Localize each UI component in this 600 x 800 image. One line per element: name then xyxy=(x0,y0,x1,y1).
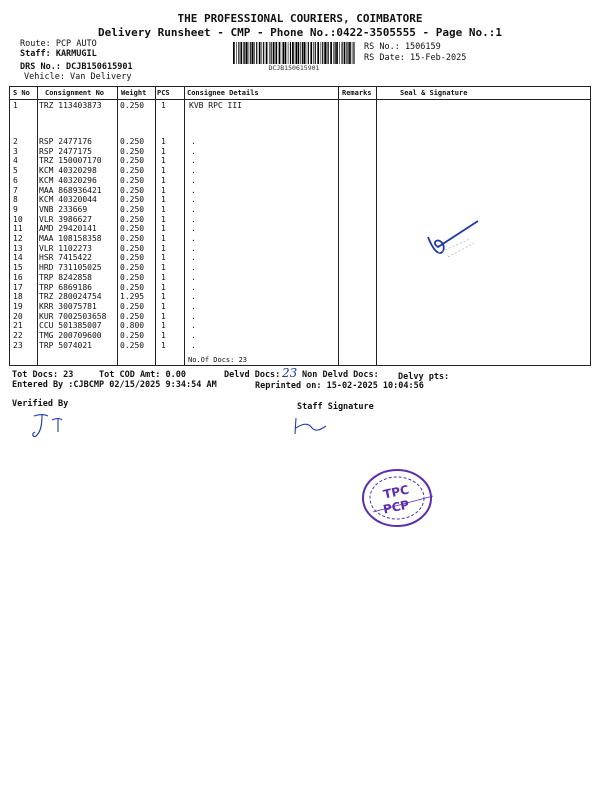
row-pcs: 1 xyxy=(161,301,166,311)
barcode-bar xyxy=(256,42,257,64)
table-row xyxy=(9,186,591,195)
row-consignment-no: TRZ 150007170 xyxy=(39,156,102,166)
vehicle-label: Vehicle: Van Delivery xyxy=(24,72,132,82)
non-delivered-docs-label: Non Delvd Docs: xyxy=(302,370,379,380)
col-header-pcs: PCS xyxy=(157,89,170,97)
barcode-bar xyxy=(240,42,242,64)
row-weight: 0.250 xyxy=(120,137,145,146)
table-row xyxy=(9,176,591,185)
barcode-bar xyxy=(296,42,297,64)
row-pcs: 1 xyxy=(161,156,166,166)
barcode-bar xyxy=(317,42,319,64)
row-consignment-no: VNB 233669 xyxy=(39,204,88,214)
staff-signature xyxy=(290,414,330,438)
barcode-bar xyxy=(321,42,322,64)
row-pcs: 1 xyxy=(161,166,166,176)
row-consignee: . xyxy=(191,292,196,302)
row-pcs: 1 xyxy=(161,204,166,214)
row-sno: 14 xyxy=(13,253,23,263)
table-row xyxy=(9,253,591,262)
barcode-bar xyxy=(236,42,237,64)
table-row xyxy=(9,137,591,146)
table-row xyxy=(9,292,591,301)
barcode-bar xyxy=(246,42,248,64)
row-pcs: 1 xyxy=(161,292,166,302)
row-pcs: 1 xyxy=(161,272,166,282)
row-sno: 9 xyxy=(13,204,18,214)
row-sno: 18 xyxy=(13,292,23,302)
row-pcs: 1 xyxy=(161,137,166,146)
barcode-bar xyxy=(276,42,277,64)
row-consignment-no: TRZ 280024754 xyxy=(39,292,102,302)
row-pcs: 1 xyxy=(161,185,166,195)
row-sno: 2 xyxy=(13,137,18,146)
table-row xyxy=(9,321,591,330)
row-consignee: . xyxy=(191,175,196,185)
barcode-bar xyxy=(342,42,343,64)
row-sno: 7 xyxy=(13,185,18,195)
row-weight: 0.250 xyxy=(120,175,145,185)
row-sno: 12 xyxy=(13,234,23,243)
barcode-bar xyxy=(250,42,251,64)
barcode-bar xyxy=(252,42,254,64)
barcode-bar xyxy=(263,42,264,64)
row-weight: 0.250 xyxy=(120,331,145,340)
row-sno: 10 xyxy=(13,214,23,224)
barcode-bar xyxy=(349,42,351,64)
barcode-bar xyxy=(266,42,268,64)
rs-number: RS No.: 1506159 xyxy=(364,42,441,52)
row-consignee: . xyxy=(191,321,196,331)
barcode-bar xyxy=(243,42,244,64)
row-pcs: 1 xyxy=(161,253,166,263)
row-sno: 20 xyxy=(13,311,23,321)
barcode-bar xyxy=(238,42,239,64)
row-consignment-no: MAA 108158358 xyxy=(39,234,102,243)
row-weight: 0.250 xyxy=(120,156,145,166)
row-weight: 0.250 xyxy=(120,195,145,205)
row-consignee: . xyxy=(191,340,196,350)
row-weight: 0.250 xyxy=(120,146,145,156)
table-row xyxy=(9,244,591,253)
verifier-signature xyxy=(28,410,78,440)
barcode-bar xyxy=(333,42,334,64)
barcode-bar xyxy=(233,42,235,64)
barcode-bar xyxy=(336,42,338,64)
row-weight: 0.250 xyxy=(120,340,145,350)
route-label: Route: PCP AUTO xyxy=(20,39,97,49)
row-consignment-no: RSP 2477176 xyxy=(39,137,92,146)
entered-by: Entered By :CJBCMP 02/15/2025 9:34:54 AM xyxy=(12,380,217,390)
barcode-bar xyxy=(271,42,272,64)
row-pcs: 1 xyxy=(161,101,166,110)
row-weight: 0.800 xyxy=(120,321,145,331)
row-consignment-no: TRP 5074021 xyxy=(39,340,92,350)
table-row xyxy=(9,312,591,321)
table-row xyxy=(9,195,591,204)
table-row xyxy=(9,302,591,311)
barcode-bar xyxy=(327,42,328,64)
row-consignee: KVB RPC III xyxy=(189,101,242,110)
row-consignee: . xyxy=(191,253,196,263)
barcode-bar xyxy=(300,42,301,64)
row-pcs: 1 xyxy=(161,195,166,205)
barcode-bar xyxy=(295,42,296,64)
barcode-bar xyxy=(275,42,276,64)
row-weight: 0.250 xyxy=(120,301,145,311)
table-row xyxy=(9,215,591,224)
row-pcs: 1 xyxy=(161,311,166,321)
row-pcs: 1 xyxy=(161,331,166,340)
row-weight: 0.250 xyxy=(120,101,145,110)
row-consignee: . xyxy=(191,146,196,156)
reprinted-on: Reprinted on: 15-02-2025 10:04:56 xyxy=(255,381,424,391)
barcode-bar xyxy=(273,42,275,64)
barcode-bar xyxy=(292,42,294,64)
barcode-bar xyxy=(269,42,270,64)
row-consignee: . xyxy=(191,301,196,311)
row-sno: 8 xyxy=(13,195,18,205)
row-consignment-no: KCM 40320044 xyxy=(39,195,97,205)
barcode-bar xyxy=(328,42,329,64)
row-consignment-no: KCM 40320298 xyxy=(39,166,97,176)
barcode-bar xyxy=(324,42,326,64)
row-consignee: . xyxy=(191,224,196,234)
barcode-bar xyxy=(290,42,291,64)
row-sno: 11 xyxy=(13,224,23,234)
barcode-bar xyxy=(306,42,307,64)
rs-date: RS Date: 15-Feb-2025 xyxy=(364,53,467,63)
row-consignment-no: VLR 3986627 xyxy=(39,214,92,224)
row-consignment-no: KRR 30075781 xyxy=(39,301,97,311)
table-row xyxy=(9,341,591,350)
row-sno: 6 xyxy=(13,175,18,185)
row-consignment-no: TRP 6869186 xyxy=(39,282,92,292)
row-sno: 16 xyxy=(13,272,23,282)
row-consignee: . xyxy=(191,272,196,282)
row-consignee: . xyxy=(191,166,196,176)
col-header-consignment: Consignment No xyxy=(45,89,105,97)
row-consignee: . xyxy=(191,282,196,292)
row-consignee: . xyxy=(191,185,196,195)
row-consignment-no: AMD 29420141 xyxy=(39,224,97,234)
row-pcs: 1 xyxy=(161,340,166,350)
barcode-bar xyxy=(262,42,263,64)
row-consignment-no: TRZ 113403873 xyxy=(39,101,102,110)
barcode-bar xyxy=(310,42,312,64)
row-sno: 21 xyxy=(13,321,23,331)
barcode-bar xyxy=(344,42,346,64)
no-of-docs: No.Of Docs: 23 xyxy=(188,356,248,364)
barcode-bar xyxy=(330,42,332,64)
row-weight: 0.250 xyxy=(120,214,145,224)
row-consignment-no: HRD 731105025 xyxy=(39,263,102,273)
row-weight: 0.250 xyxy=(120,204,145,214)
row-consignment-no: TRP 8242858 xyxy=(39,272,92,282)
staff-label: Staff: KARMUGIL xyxy=(20,49,97,59)
row-weight: 0.250 xyxy=(120,263,145,273)
row-pcs: 1 xyxy=(161,214,166,224)
row-consignment-no: VLR 1102273 xyxy=(39,243,92,253)
table-row xyxy=(9,331,591,340)
office-stamp xyxy=(359,466,439,530)
row-sno: 22 xyxy=(13,331,23,340)
row-weight: 0.250 xyxy=(120,272,145,282)
barcode-bar xyxy=(282,42,283,64)
stamp-line-1: TPC xyxy=(382,482,411,502)
row-sno: 3 xyxy=(13,146,18,156)
barcode-bar xyxy=(249,42,250,64)
row-weight: 0.250 xyxy=(120,166,145,176)
barcode-bar xyxy=(352,42,353,64)
row-consignment-no: KUR 7002503658 xyxy=(39,311,107,321)
row-sno: 15 xyxy=(13,263,23,273)
row-consignee: . xyxy=(191,204,196,214)
row-pcs: 1 xyxy=(161,263,166,273)
row-consignment-no: MAA 868936421 xyxy=(39,185,102,195)
row-consignment-no: KCM 40320296 xyxy=(39,175,97,185)
stamp-line-2: PCP xyxy=(381,497,411,517)
table-row xyxy=(9,234,591,243)
row-weight: 0.250 xyxy=(120,234,145,243)
table-row xyxy=(9,273,591,282)
table-row xyxy=(9,156,591,165)
total-docs: Tot Docs: 23 xyxy=(12,370,74,380)
company-name: THE PROFESSIONAL COURIERS, COIMBATORE xyxy=(177,12,423,25)
staff-signature-label: Staff Signature xyxy=(297,402,374,412)
col-header-seal-signature: Seal & Signature xyxy=(400,89,468,97)
row-sno: 23 xyxy=(13,340,23,350)
row-pcs: 1 xyxy=(161,321,166,331)
barcode-number: DCJB150615901 xyxy=(268,64,320,72)
barcode-bar xyxy=(285,42,287,64)
row-weight: 0.250 xyxy=(120,243,145,253)
barcode-bar xyxy=(308,42,309,64)
row-consignee: . xyxy=(191,156,196,166)
table-row xyxy=(9,147,591,156)
row-consignment-no: RSP 2477175 xyxy=(39,146,92,156)
barcode-bar xyxy=(347,42,348,64)
table-row xyxy=(9,205,591,214)
table-row xyxy=(9,283,591,292)
row-pcs: 1 xyxy=(161,282,166,292)
row-pcs: 1 xyxy=(161,224,166,234)
barcode-bar xyxy=(315,42,316,64)
barcode-bar xyxy=(254,42,255,64)
row-sno: 5 xyxy=(13,166,18,176)
table-row xyxy=(9,224,591,233)
delivered-docs-label: Delvd Docs: xyxy=(224,370,281,380)
row-consignee: . xyxy=(191,137,196,146)
table-header-divider xyxy=(9,99,591,100)
col-header-sno: S No xyxy=(13,89,30,97)
table-row xyxy=(9,101,591,110)
row-consignee: . xyxy=(191,331,196,340)
total-cod-amount: Tot COD Amt: 0.00 xyxy=(99,370,186,380)
row-weight: 0.250 xyxy=(120,224,145,234)
row-consignee: . xyxy=(191,195,196,205)
pen-tick-mark xyxy=(418,213,488,273)
row-pcs: 1 xyxy=(161,175,166,185)
table-row xyxy=(9,166,591,175)
row-pcs: 1 xyxy=(161,243,166,253)
row-sno: 1 xyxy=(13,101,18,110)
col-header-remarks: Remarks xyxy=(342,89,372,97)
barcode-bar xyxy=(335,42,336,64)
row-consignment-no: TMG 200709600 xyxy=(39,331,102,340)
barcode-bar xyxy=(339,42,340,64)
col-header-consignee: Consignee Details xyxy=(187,89,259,97)
row-pcs: 1 xyxy=(161,146,166,156)
barcode-bar xyxy=(244,42,245,64)
table-row xyxy=(9,263,591,272)
row-weight: 0.250 xyxy=(120,253,145,263)
barcode-bar xyxy=(298,42,300,64)
barcode-bar xyxy=(353,42,354,64)
row-weight: 1.295 xyxy=(120,292,145,302)
row-sno: 17 xyxy=(13,282,23,292)
verified-by-label: Verified By xyxy=(12,399,69,409)
row-pcs: 1 xyxy=(161,234,166,243)
barcode-bar xyxy=(302,42,303,64)
drs-number: DRS No.: DCJB150615901 xyxy=(20,62,133,72)
barcode-bar xyxy=(288,42,289,64)
row-consignment-no: HSR 7415422 xyxy=(39,253,92,263)
row-sno: 4 xyxy=(13,156,18,166)
barcode-bar xyxy=(313,42,314,64)
barcode-bar xyxy=(303,42,305,64)
row-consignee: . xyxy=(191,311,196,321)
row-weight: 0.250 xyxy=(120,282,145,292)
barcode-bar xyxy=(279,42,281,64)
row-weight: 0.250 xyxy=(120,185,145,195)
delivery-points-label: Delvy pts: xyxy=(398,372,450,382)
col-header-weight: Weight xyxy=(121,89,147,97)
row-consignee: . xyxy=(191,263,196,273)
runsheet-title: Delivery Runsheet - CMP - Phone No.:0422-3505555 - Page No.:1 xyxy=(98,26,502,39)
row-weight: 0.250 xyxy=(120,311,145,321)
barcode xyxy=(233,42,355,64)
delivered-docs-handwritten: 23 xyxy=(282,366,298,380)
barcode-bar xyxy=(322,42,323,64)
row-sno: 13 xyxy=(13,243,23,253)
row-consignment-no: CCU 501385007 xyxy=(39,321,102,331)
barcode-bar xyxy=(259,42,261,64)
row-sno: 19 xyxy=(13,301,23,311)
row-consignee: . xyxy=(191,214,196,224)
row-consignee: . xyxy=(191,234,196,243)
barcode-bar xyxy=(346,42,347,64)
barcode-bar xyxy=(283,42,284,64)
row-consignee: . xyxy=(191,243,196,253)
